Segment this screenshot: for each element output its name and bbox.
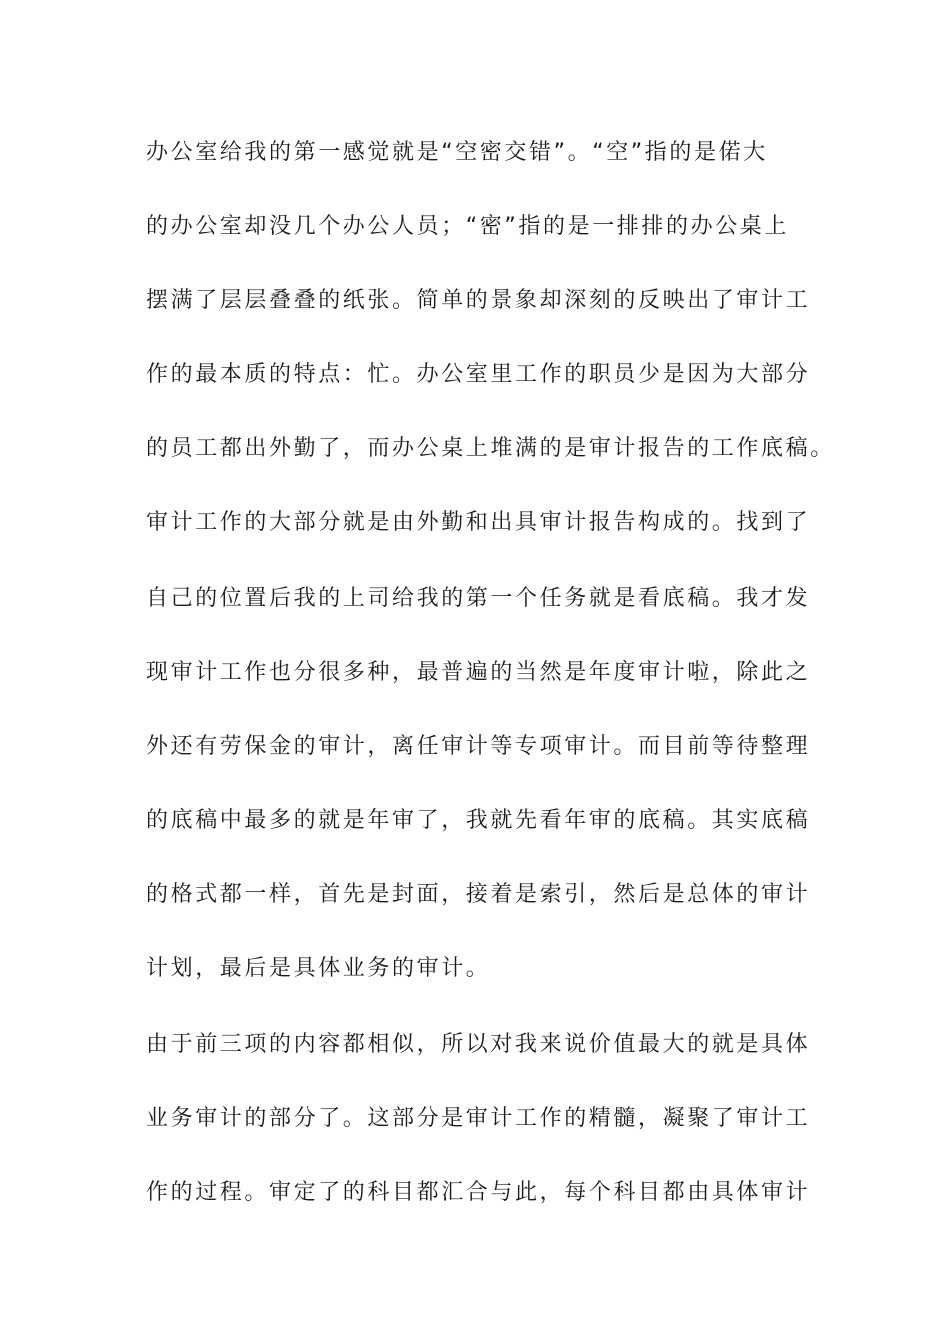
text-line: 的员工都出外勤了，而办公桌上堆满的是审计报告的工作底稿。	[146, 436, 835, 461]
text-line: 由于前三项的内容都相似，所以对我来说价值最大的就是具体	[146, 1032, 811, 1057]
text-line: 的底稿中最多的就是年审了，我就先看年审的底稿。其实底稿	[146, 808, 811, 833]
text-line: 自己的位置后我的上司给我的第一个任务就是看底稿。我才发	[146, 586, 811, 611]
text-line: 的办公室却没几个办公人员；“密”指的是一排排的办公桌上	[146, 214, 789, 239]
text-line: 业务审计的部分了。这部分是审计工作的精髓，凝聚了审计工	[146, 1106, 811, 1131]
text-line: 现审计工作也分很多种，最普遍的当然是年度审计啦，除此之	[146, 660, 811, 685]
text-line: 外还有劳保金的审计，离任审计等专项审计。而目前等待整理	[146, 734, 811, 759]
text-line: 作的过程。审定了的科目都汇合与此，每个科目都由具体审计	[146, 1180, 811, 1205]
text-line: 摆满了层层叠叠的纸张。简单的景象却深刻的反映出了审计工	[146, 288, 811, 313]
text-line: 办公室给我的第一感觉就是“空密交错”。“空”指的是偌大	[146, 140, 768, 165]
text-line: 计划，最后是具体业务的审计。	[146, 956, 491, 981]
text-line: 作的最本质的特点：忙。办公室里工作的职员少是因为大部分	[146, 362, 811, 387]
text-line: 的格式都一样，首先是封面，接着是索引，然后是总体的审计	[146, 882, 811, 907]
text-line: 审计工作的大部分就是由外勤和出具审计报告构成的。找到了	[146, 510, 811, 535]
